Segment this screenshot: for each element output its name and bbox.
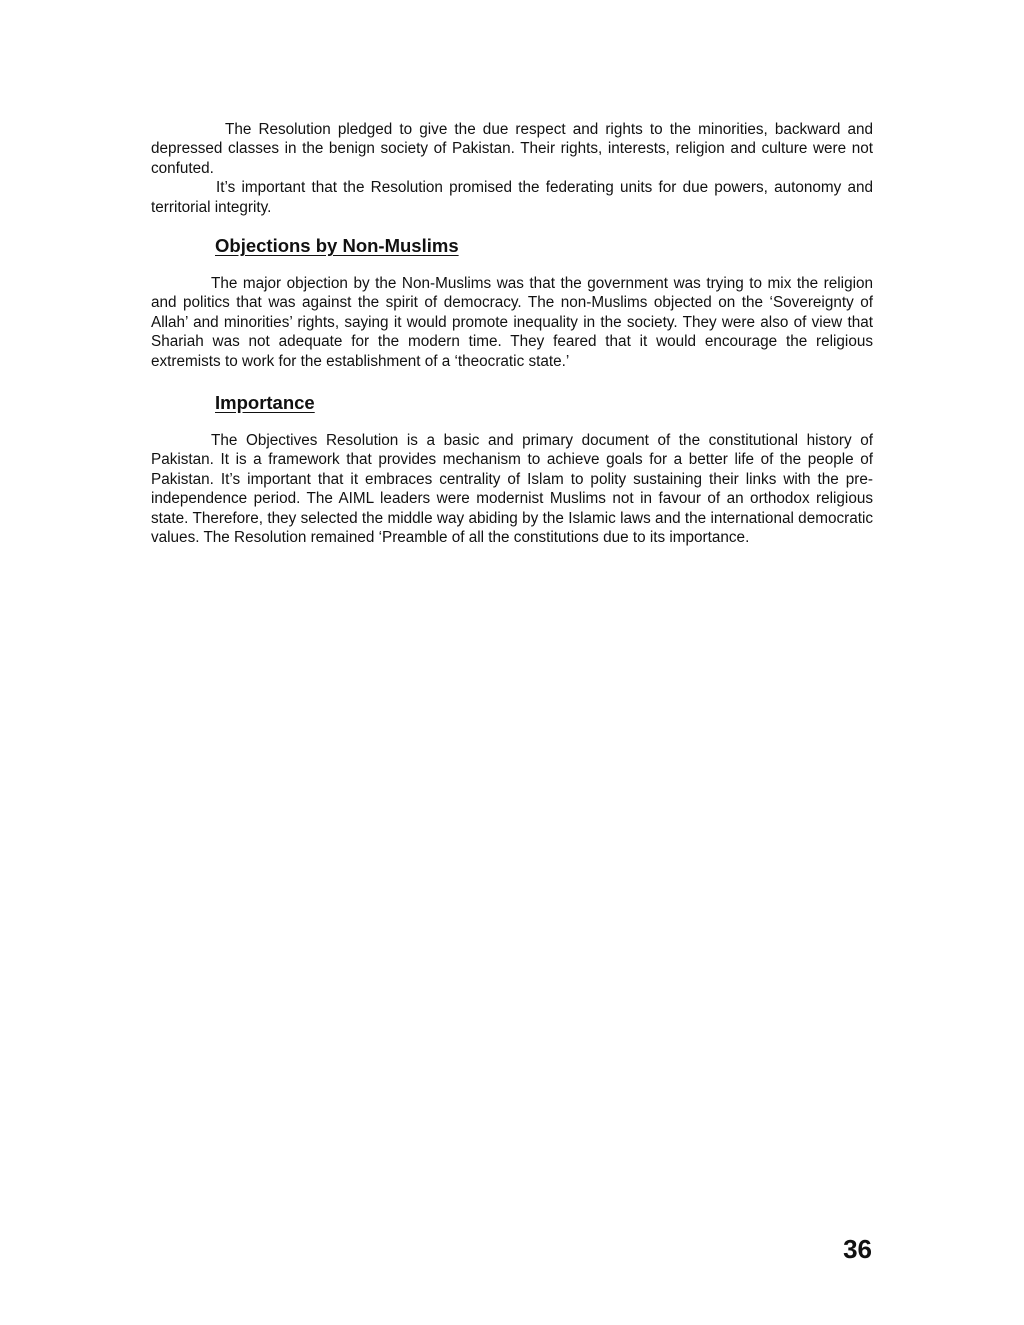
objections-paragraph: The major objection by the Non-Muslims was that the government was trying to mix the religion and politics that was against the spirit of democracy. The non-Muslims objected on the ‘Sovereignty of Allah’ and minorities’ rights, saying it would promote inequality in the society. They were also of view that Shariah was not adequate for the modern time. They feared that it would encourage the religious extremists to work for the establishment of a ‘theocratic state.’	[151, 275, 873, 370]
page-number: 36	[843, 1234, 872, 1264]
minorities-rights-paragraph: The Resolution pledged to give the due respect and rights to the minorities, backward and depressed classes in the benign society of Pakistan. Their rights, interests, religion and culture were not confuted.	[151, 121, 873, 177]
federating-units-paragraph: It’s important that the Resolution promised the federating units for due powers, autonomy and territorial integrity.	[151, 179, 873, 216]
document-page	[151, 120, 873, 548]
importance-heading: Importance	[215, 392, 315, 414]
importance-paragraph: The Objectives Resolution is a basic and primary document of the constitutional history of Pakistan. It is a framework that provides mechanism to achieve goals for a better life of the people of Pakistan. It’s important that it embraces centrality of Islam to polity sustaining their links with the pre-independence period. The AIML leaders were modernist Muslims not in favour of an orthodox religious state. Therefore, they selected the middle way abiding by the Islamic laws and the international democratic values. The Resolution remained ‘Preamble of all the constitutions due to its importance.	[151, 432, 873, 547]
objections-heading: Objections by Non-Muslims	[215, 235, 459, 257]
